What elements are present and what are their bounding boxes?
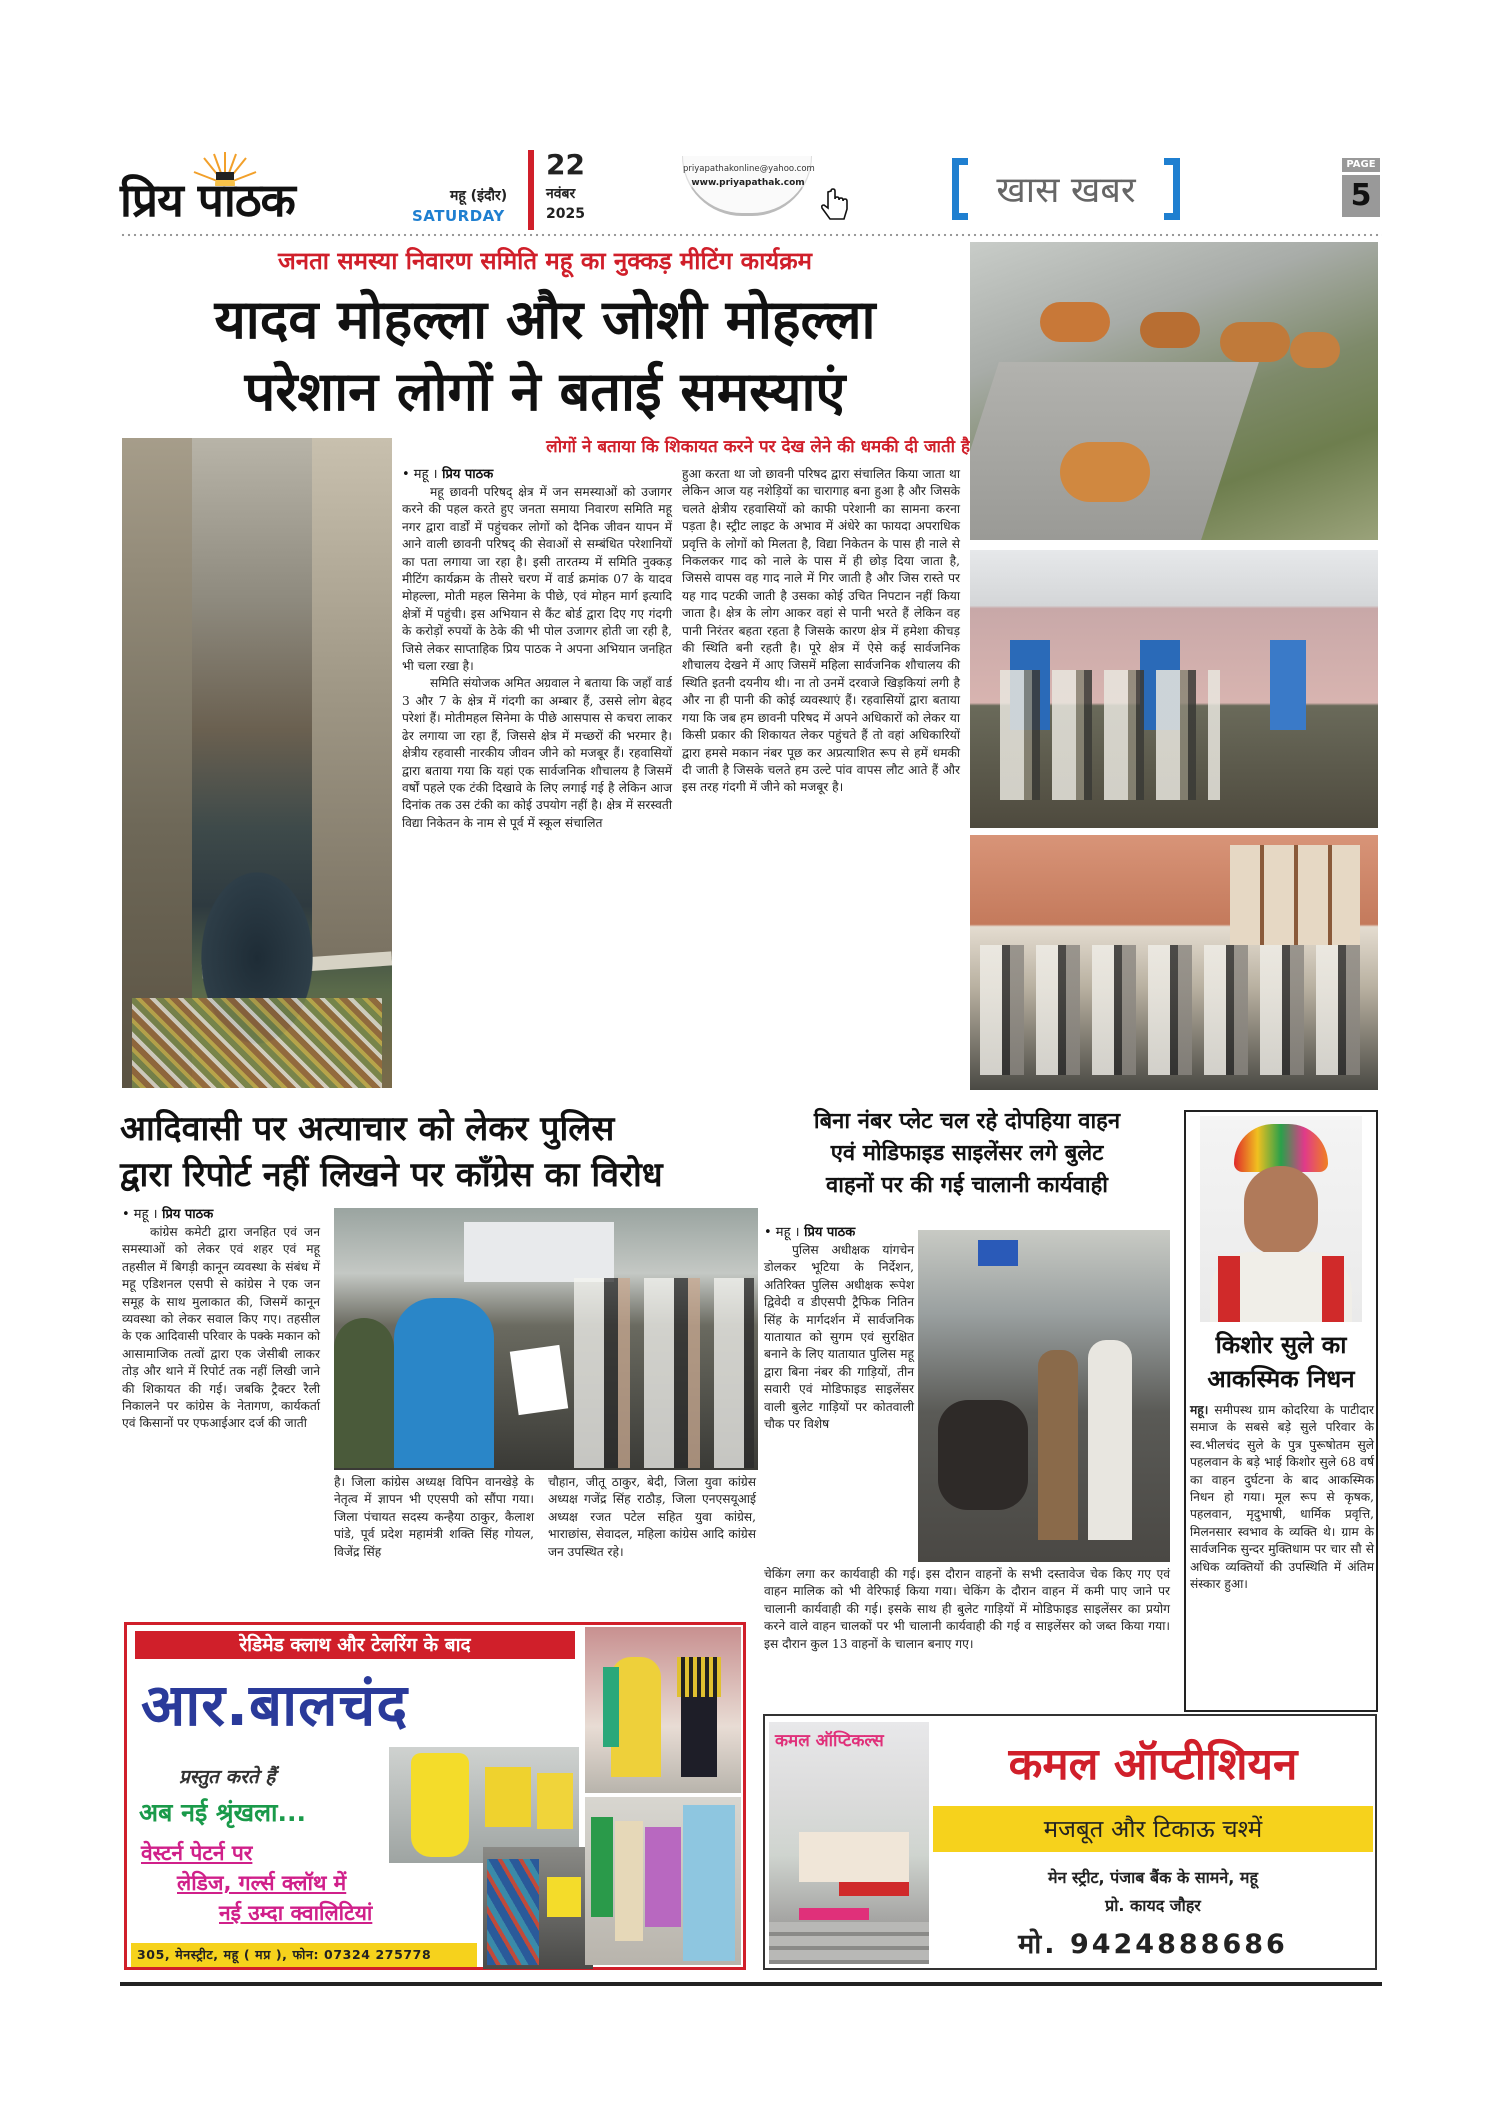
ad-balchand-line2: लेडिज, गर्ल्स क्लॉथ में (177, 1871, 347, 1895)
date-year: 2025 (546, 206, 585, 222)
story2-column-1 (122, 1206, 320, 1433)
ad-kamal-optician (763, 1714, 1377, 1970)
story2-dateline (122, 1206, 320, 1224)
ad-kamal-address: मेन स्ट्रीट, पंजाब बैंक के सामने, महू (1048, 1868, 1258, 1887)
dateline-location: • महू । (402, 467, 438, 482)
date-month: नवंबर (546, 186, 576, 202)
ad-balchand-address: 305, मेनस्ट्रीट, महू ( मप्र ), फोन: 07324 275778 (131, 1943, 477, 1967)
photo-optician-shop (769, 1722, 929, 1964)
photo-mannequin-suit (585, 1627, 741, 1793)
story1-column-1 (402, 466, 672, 832)
story1-headline (120, 284, 970, 428)
story3-dateline (764, 1224, 914, 1242)
photo-site-visit (970, 550, 1378, 828)
photo-traffic-checking (918, 1230, 1170, 1562)
ad-kamal-tagline: मजबूत और टिकाऊ चश्में (933, 1806, 1373, 1852)
story2-headline (120, 1106, 760, 1198)
obituary-headline-line1: किशोर सुले का (1215, 1331, 1347, 1359)
page-number: 5 (1342, 175, 1380, 217)
story1-dateline (402, 466, 672, 484)
story1-paragraph (402, 484, 672, 832)
photo-congress-memorandum (334, 1208, 758, 1470)
story1-paragraph-1: महू छावनी परिषद् क्षेत्र में जन समस्याओं को उजागर करने की पहल करते हुए जनता समाया निवारण समिति महू नगर द्वारा वार्डों में पहुंचकर लोगों को दैनिक जीवन यापन में आने वाली छावनी परिषद् की सेवाओं से सम्बंधित परेशानियों का पता लगाया जा रहा है। इसी तारतम्य में समिति नुक्कड़ मीटिंग कार्यक्रम के तीसरे चरण में वार्ड क्रमांक 07 के यादव मोहल्ला, मोती महल सिनेमा के पीछे, एवं मोहन मार्ग इत्यादि क्षेत्रों में पहुंची। इस अभियान से कैंट बोर्ड द्वारा दिए गए गंदगी के करोड़ों रुपयों के ठेके की भी पोल उजागर होती जा रही है, जिसे लेकर साप्ताहिक प्रिय पाठक ने अपना अभियान जनहित भी चला रखा है। (402, 485, 672, 674)
story1-column-2: हुआ करता था जो छावनी परिषद द्वारा संचालित किया जाता था लेकिन आज यह नशेड़ियों का चारागाह बना हुआ है और जिसके चलते क्षेत्रीय रहवासियों को काफी परेशानी का सामना करना पड़ता है। स्ट्रीट लाइट के अभाव में अंधेरे का फायदा अपराधिक प्रवृत्ति के लोगों को मिलता है, विद्या निकेतन के पास ही नाले से निकलकर गाद को नाले के पास में ही छोड़ दिया जाता है, जिससे वापस वह गाद नाले में गिर जाती है और जिस रास्ते पर यह गाद पटकी जाती है उसका कोई उचित निपटान नहीं किया जाता है। क्षेत्र के लोग आकर वहां से पानी भरते हैं लेकिन वह पानी निरंतर बहता रहता है जिसके कारण क्षेत्र में हमेशा कीचड़ की स्थिति बनी रहती है। पूरे क्षेत्र में ऐसे कई सार्वजनिक शौचालय देखने में आए जिसमें महिला सार्वजनिक शौचालय की स्थिति इतनी दयनीय थी। ना तो उनमें दरवाजे खिड़कियां लगी है और ना ही पानी की कोई व्यवस्थाएं हैं। रहवासियों द्वारा बताया गया कि जब हम छावनी परिषद में अपने अधिकारों को लेकर या किसी प्रकार की शिकायत लेकर पहुंचते हैं तो वहां अधिकारियों द्वारा हमसे मकान नंबर पूछ कर अप्रत्याशित रूप से हमें धमकी दी जाती है जिसके चलते हम उल्टे पांव वापस लौट आते हैं और इस तरह गंदगी में जीने को मजबूर है। (682, 467, 960, 795)
ad-balchand-line3: नई उम्दा क्वालिटियां (219, 1901, 373, 1925)
story1-kicker: जनता समस्या निवारण समिति महू का नुक्कड़ मीटिंग कार्यक्रम (277, 247, 813, 275)
photo-drain-garbage (122, 438, 392, 1088)
section-bracket-right (1164, 158, 1180, 220)
ad-kamal-brand: कमल ऑप्टीशियन (1008, 1739, 1298, 1790)
photo-kishor-sule (1200, 1116, 1362, 1322)
story3-headline-line2: एवं मोडिफाइड साइलेंसर लगे बुलेट (830, 1141, 1104, 1166)
shop-sign-text: कमल ऑप्टिकल्स (775, 1731, 884, 1751)
photo-stray-dogs (970, 242, 1378, 540)
story3-headline-line3: वाहनों पर की गई चालानी कार्यवाही (826, 1173, 1108, 1198)
contact-email[interactable]: priyapathakonline@yahoo.com (683, 164, 815, 174)
story2-paragraph-1 (122, 1224, 320, 1433)
story1-subhead: लोगों ने बताया कि शिकायत करने पर देख लेने की धमकी दी जाती है (546, 437, 970, 457)
obituary-box (1184, 1110, 1378, 1712)
contact-block (682, 156, 815, 216)
obituary-headline-line2: आकस्मिक निधन (1207, 1365, 1355, 1393)
story2-col1-text: कांग्रेस कमेटी द्वारा जनहित एवं जन समस्याओं को लेकर एवं शहर एवं महू तहसील में बिगड़ी कानून व्यवस्था के संबंध में महू एडिशनल एसपी से कांग्रेस ने एक जन समूह के साथ मुलाकात की, जिसमें कानून व्यवस्था को लेकर सवाल किए गए। तहसील के एक आदिवासी परिवार के पक्के मकान को आसामाजिक तत्वों द्वारा एक जेसीबी लाकर तोड़ और थाने में रिपोर्ट तक नहीं लिखी जाने की शिकायत की गई। जबकि ट्रैक्टर रैली निकालने पर कांग्रेस के नेतागण, कार्यकर्ता एवं किसानों पर एफआईआर दर्ज की जाती (122, 1225, 320, 1431)
story3-headline (762, 1106, 1172, 1202)
section-bracket-left (952, 158, 968, 220)
masthead-divider (120, 233, 1382, 237)
story3-column-1 (764, 1224, 914, 1433)
weekday: SATURDAY (412, 207, 505, 225)
photo-meeting-office (970, 835, 1378, 1090)
page-bottom-rule (120, 1982, 1382, 1986)
newspaper-logo (120, 150, 370, 230)
dateline-source: प्रिय पाठक (442, 467, 494, 482)
photo-trousers (585, 1797, 741, 1965)
story3-col1-text: पुलिस अधीक्षक यांगचेन डोलकर भूटिया के निर्देशन, अतिरिक्त पुलिस अधीक्षक रूपेश द्विवेदी व डीएसपी ट्रैफिक नितिन सिंह के मार्गदर्शन में सार्वजनिक यातायात को सुगम एवं सुरक्षित बनाने के लिए यातायात पुलिस महू द्वारा बिना नंबर की गाड़ियों, तीन सवारी एवं मोडिफाइड साइलेंसर वाली बुलेट गाड़ियों पर कोतवाली चौक पर विशेष (764, 1243, 914, 1432)
ad-balchand-banner: रेडिमेड क्लाथ और टेलरिंग के बाद (135, 1631, 575, 1659)
story3-paragraph-1 (764, 1242, 914, 1433)
story2-column-2: है। जिला कांग्रेस अध्यक्ष विपिन वानखेड़े के नेतृत्व में ज्ञापन भी एएसपी को सौंपा गया। जिला पंचायत सदस्य कन्हैया ठाकुर, कैलाश पांडे, पूर्व प्रदेश महामंत्री शक्ति सिंह गोयल, विजेंद्र सिंह (334, 1475, 534, 1559)
story1-paragraph-2: समिति संयोजक अमित अग्रवाल ने बताया कि जहाँ वार्ड 3 और 7 के क्षेत्र में गंदगी का अम्बार हैं, उससे लोग बेहद परेशां हैं। मोतीमहल सिनेमा के पीछे आसपास से कचरा लाकर ढेर लगाया जा रहा हैं, जिससे क्षेत्र में मच्छरों की भरमार है। क्षेत्रीय रहवासी नारकीय जीवन जीने को मजबूर हैं। रहवासियों द्वारा बताया गया कि यहां एक सार्वजनिक शौचालय है जिसमें वर्षों पहले एक टंकी दिखावे के लिए लगाई गई है लेकिन आज दिनांक तक उस टंकी का कोई उपयोग नहीं है। क्षेत्र में सरस्वती विद्या निकेतन के नाम से पूर्व में स्कूल संचालित (402, 676, 672, 830)
ad-kamal-proprietor: प्रो. कायद जौहर (1105, 1896, 1201, 1915)
page-label: PAGE (1342, 158, 1380, 172)
date-divider (528, 150, 534, 230)
ad-balchand-brand: आर.बालचंद (141, 1671, 409, 1739)
obituary-text (1190, 1402, 1374, 1593)
ad-balchand-line1: वेस्टर्न पेटर्न पर (141, 1841, 253, 1865)
ad-balchand-presents: प्रस्तुत करते हैं (179, 1766, 276, 1788)
obituary-body: समीपस्थ ग्राम कोदरिया के पाटीदार समाज के सबसे बड़े सुले परिवार के स्व.भीलचंद सुले के पुत्र पुरूषोतम सुले पहलवान के बड़े भाई किशोर सुले 68 वर्ष का वाहन दुर्घटना के बाद आकस्मिक निधन हो गया। मूल रूप से कृषक, पहलवान, मृदुभाषी, धार्मिक प्रवृत्ति, मिलनसार स्वभाव के व्यक्ति थे। ग्राम के सार्वजनिक सुन्दर मुक्तिधाम पर चार सौ से अधिक व्यक्तियों की उपस्थिति में अंतिम संस्कार हुआ। (1190, 1403, 1374, 1592)
story2-column-3: चौहान, जीतू ठाकुर, बेदी, जिला युवा कांग्रेस अध्यक्ष गजेंद्र सिंह राठौड़, जिला एनएसयूआई अध्यक्ष रजत पटेल सहित युवा कांग्रेस, भाराछांस, सेवादल, महिला कांग्रेस आदि कांग्रेस जन उपस्थित रहे। (548, 1475, 756, 1559)
obituary-dateline: महू। (1190, 1403, 1209, 1417)
edition-city: महू (इंदौर) (450, 188, 508, 204)
obituary-headline (1186, 1328, 1376, 1396)
logo-text: प्रिय पाठक (120, 173, 295, 227)
dateline-location: • महू । (764, 1225, 800, 1240)
date-day: 22 (546, 148, 585, 181)
photo-blue-dresses (483, 1847, 593, 1969)
pointing-hand-icon (820, 188, 850, 222)
story3-column-full: चेकिंग लगा कर कार्यवाही की गई। इस दौरान वाहनों के सभी दस्तावेज चेक किए गए एवं वाहन मालिक को भी वेरिफाई किया गया। चेकिंग के दौरान वाहन में कमी पाए जाने पर चालानी कार्यवाही की गई। इसके साथ ही बुलेट गाड़ियों में मोडिफाइड साइलेंसर का प्रयोग करने वाले वाहन चालकों पर भी चालानी कार्यवाही की गई व साइलेंसर को जब्त किया गया। इस दौरान कुल 13 वाहनों के चालान बनाए गए। (764, 1567, 1170, 1651)
ad-balchand-series: अब नई श्रृंखला... (139, 1798, 306, 1827)
story2-headline-line1: आदिवासी पर अत्याचार को लेकर पुलिस (120, 1109, 615, 1149)
dateline-location: • महू । (122, 1207, 158, 1222)
ad-balchand (124, 1622, 746, 1970)
masthead (120, 150, 1382, 230)
ad-kamal-mobile[interactable]: मो. 9424888686 (1018, 1929, 1288, 1960)
contact-website[interactable]: www.priyapathak.com (691, 178, 805, 188)
photo-yellow-dresses (389, 1747, 579, 1863)
dateline-source: प्रिय पाठक (162, 1207, 214, 1222)
story2-headline-line2: द्वारा रिपोर्ट नहीं लिखने पर कॉंग्रेस का विरोध (120, 1155, 663, 1195)
section-title: खास खबर (996, 170, 1136, 211)
story3-headline-line1: बिना नंबर प्लेट चल रहे दोपहिया वाहन (813, 1109, 1121, 1134)
dateline-source: प्रिय पाठक (804, 1225, 856, 1240)
story1-headline-line1: यादव मोहल्ला और जोशी मोहल्ला (214, 288, 876, 351)
story1-headline-line2: परेशान लोगों ने बताई समस्याएं (244, 360, 846, 423)
